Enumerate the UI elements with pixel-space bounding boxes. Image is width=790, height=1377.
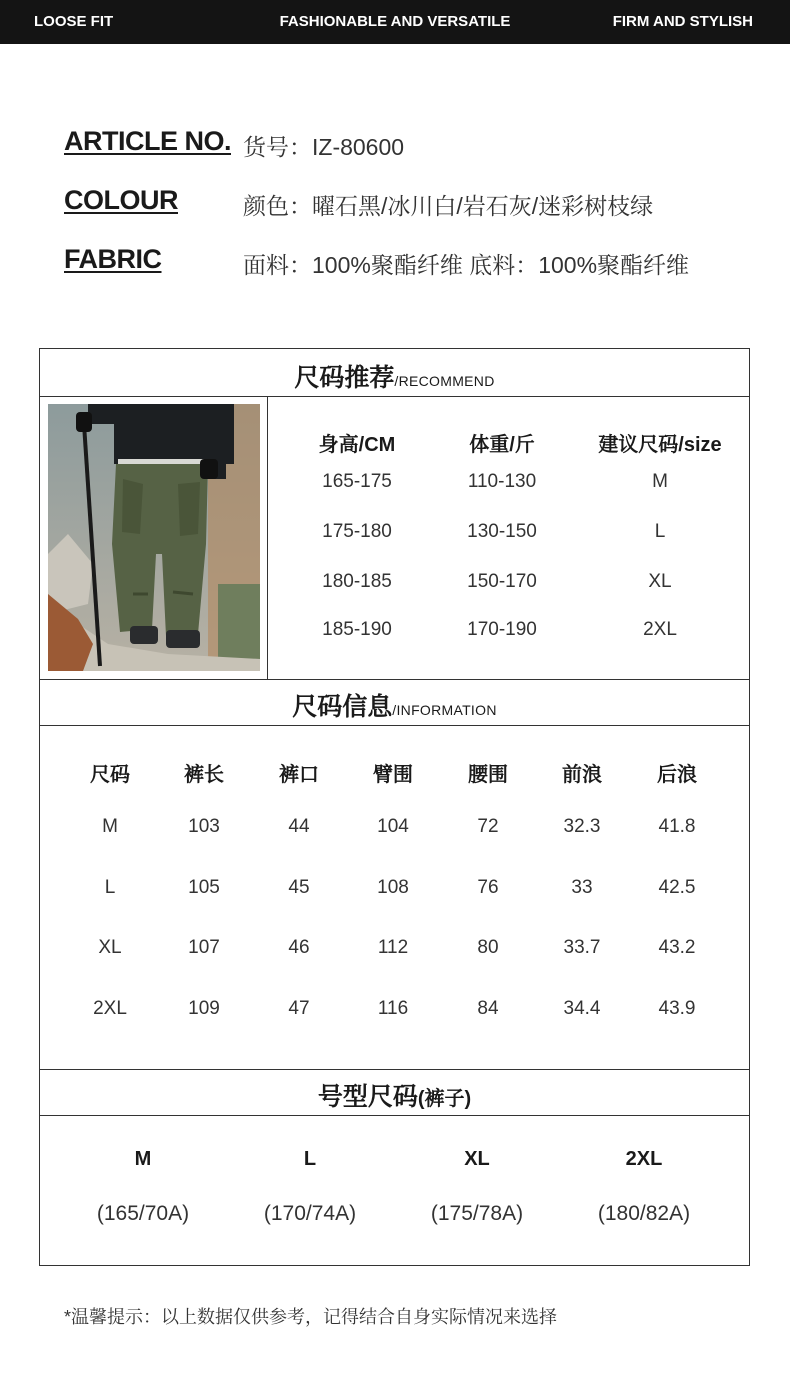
info-cell: XL bbox=[98, 937, 122, 958]
recommend-cell: 110-130 bbox=[467, 471, 537, 492]
info-cell: 33.7 bbox=[563, 937, 601, 958]
spec-article-value: 货号：IZ-80600 bbox=[243, 134, 405, 160]
info-cell: 116 bbox=[377, 998, 409, 1019]
recommend-cell: 175-180 bbox=[322, 521, 392, 542]
info-cell: 2XL bbox=[93, 998, 127, 1019]
info-header: 前浪 bbox=[562, 764, 602, 786]
information-title-main: 尺码信息 bbox=[292, 693, 393, 721]
information-title bbox=[40, 687, 749, 723]
info-cell: 33 bbox=[571, 877, 593, 898]
info-cell: 105 bbox=[188, 877, 220, 898]
divider-vertical bbox=[267, 397, 268, 679]
sizing-size: M bbox=[134, 1148, 152, 1170]
info-cell: 44 bbox=[288, 816, 310, 837]
info-cell: 104 bbox=[377, 816, 409, 837]
info-cell: 109 bbox=[188, 998, 220, 1019]
info-cell: 107 bbox=[188, 937, 220, 958]
recommend-cell: L bbox=[654, 521, 666, 542]
info-cell: 72 bbox=[477, 816, 499, 837]
recommend-cell: XL bbox=[648, 571, 672, 592]
sizing-code: (170/74A) bbox=[263, 1202, 357, 1225]
divider bbox=[40, 1115, 749, 1116]
info-header: 裤长 bbox=[184, 764, 224, 786]
info-header: 腰围 bbox=[468, 764, 508, 786]
spec-article bbox=[0, 126, 790, 166]
info-cell: 108 bbox=[377, 877, 409, 898]
info-cell: 42.5 bbox=[658, 877, 696, 898]
recommend-cell: 180-185 bbox=[322, 571, 392, 592]
sizing-title-sub: (裤子) bbox=[417, 1088, 472, 1110]
sizing-size: L bbox=[303, 1148, 317, 1170]
sizing-title-main: 号型尺码 bbox=[317, 1083, 418, 1111]
info-cell: L bbox=[104, 877, 116, 898]
info-cell: 84 bbox=[477, 998, 499, 1019]
sizing-size: XL bbox=[464, 1148, 490, 1170]
recommend-cell: 165-175 bbox=[322, 471, 392, 492]
info-cell: 43.2 bbox=[658, 937, 696, 958]
sizing-title bbox=[40, 1077, 749, 1113]
info-cell: 45 bbox=[288, 877, 310, 898]
banner-firm-stylish: FIRM AND STYLISH bbox=[612, 13, 753, 30]
recommend-title bbox=[40, 358, 749, 394]
top-banner bbox=[0, 0, 790, 44]
info-cell: 34.4 bbox=[563, 998, 601, 1019]
recommend-cell: 170-190 bbox=[467, 619, 537, 640]
divider bbox=[40, 1069, 749, 1070]
info-cell: 41.8 bbox=[658, 816, 696, 837]
recommend-cell: 150-170 bbox=[467, 571, 537, 592]
info-header: 后浪 bbox=[657, 764, 697, 786]
recommend-header-height: 身高/CM bbox=[318, 434, 396, 456]
recommend-title-sub: /RECOMMEND bbox=[394, 373, 495, 389]
info-cell: M bbox=[102, 816, 118, 837]
info-cell: 103 bbox=[188, 816, 220, 837]
banner-loose-fit: LOOSE FIT bbox=[34, 13, 114, 30]
spec-colour-label: COLOUR bbox=[64, 185, 178, 215]
divider bbox=[40, 725, 749, 726]
recommend-cell: 130-150 bbox=[467, 521, 537, 542]
info-header: 裤口 bbox=[279, 764, 319, 786]
info-cell: 32.3 bbox=[563, 816, 601, 837]
spec-article-label: ARTICLE NO. bbox=[64, 126, 231, 156]
divider bbox=[40, 396, 749, 397]
divider bbox=[40, 679, 749, 680]
spec-fabric bbox=[0, 244, 790, 284]
hiker-pants-image bbox=[48, 404, 260, 671]
spec-fabric-label: FABRIC bbox=[64, 244, 162, 274]
spec-fabric-value: 面料：100%聚酯纤维 底料：100%聚酯纤维 bbox=[243, 252, 690, 278]
recommend-header-weight: 体重/斤 bbox=[469, 434, 535, 456]
banner-fashionable: FASHIONABLE AND VERSATILE bbox=[279, 13, 511, 30]
sizing-code: (175/78A) bbox=[430, 1202, 524, 1225]
recommend-cell: M bbox=[652, 471, 668, 492]
size-chart-table bbox=[39, 348, 750, 1266]
info-cell: 112 bbox=[377, 937, 409, 958]
info-cell: 76 bbox=[477, 877, 499, 898]
model-photo bbox=[48, 404, 260, 671]
sizing-code: (180/82A) bbox=[597, 1202, 691, 1225]
spec-colour-value: 颜色：曜石黑/冰川白/岩石灰/迷彩树枝绿 bbox=[243, 193, 654, 219]
recommend-title-main: 尺码推荐 bbox=[294, 364, 395, 392]
recommend-header-size: 建议尺码/size bbox=[598, 434, 722, 456]
spec-colour bbox=[0, 185, 790, 225]
info-cell: 46 bbox=[288, 937, 310, 958]
recommend-cell: 185-190 bbox=[322, 619, 392, 640]
info-cell: 80 bbox=[477, 937, 499, 958]
info-header: 臂围 bbox=[373, 764, 413, 786]
info-cell: 43.9 bbox=[658, 998, 696, 1019]
information-title-sub: /INFORMATION bbox=[392, 702, 497, 718]
sizing-size: 2XL bbox=[625, 1148, 663, 1170]
info-cell: 47 bbox=[288, 998, 310, 1019]
info-header: 尺码 bbox=[90, 764, 130, 786]
footnote: *温馨提示：以上数据仅供参考，记得结合自身实际情况来选择 bbox=[64, 1307, 558, 1327]
recommend-cell: 2XL bbox=[643, 619, 677, 640]
sizing-code: (165/70A) bbox=[96, 1202, 190, 1225]
